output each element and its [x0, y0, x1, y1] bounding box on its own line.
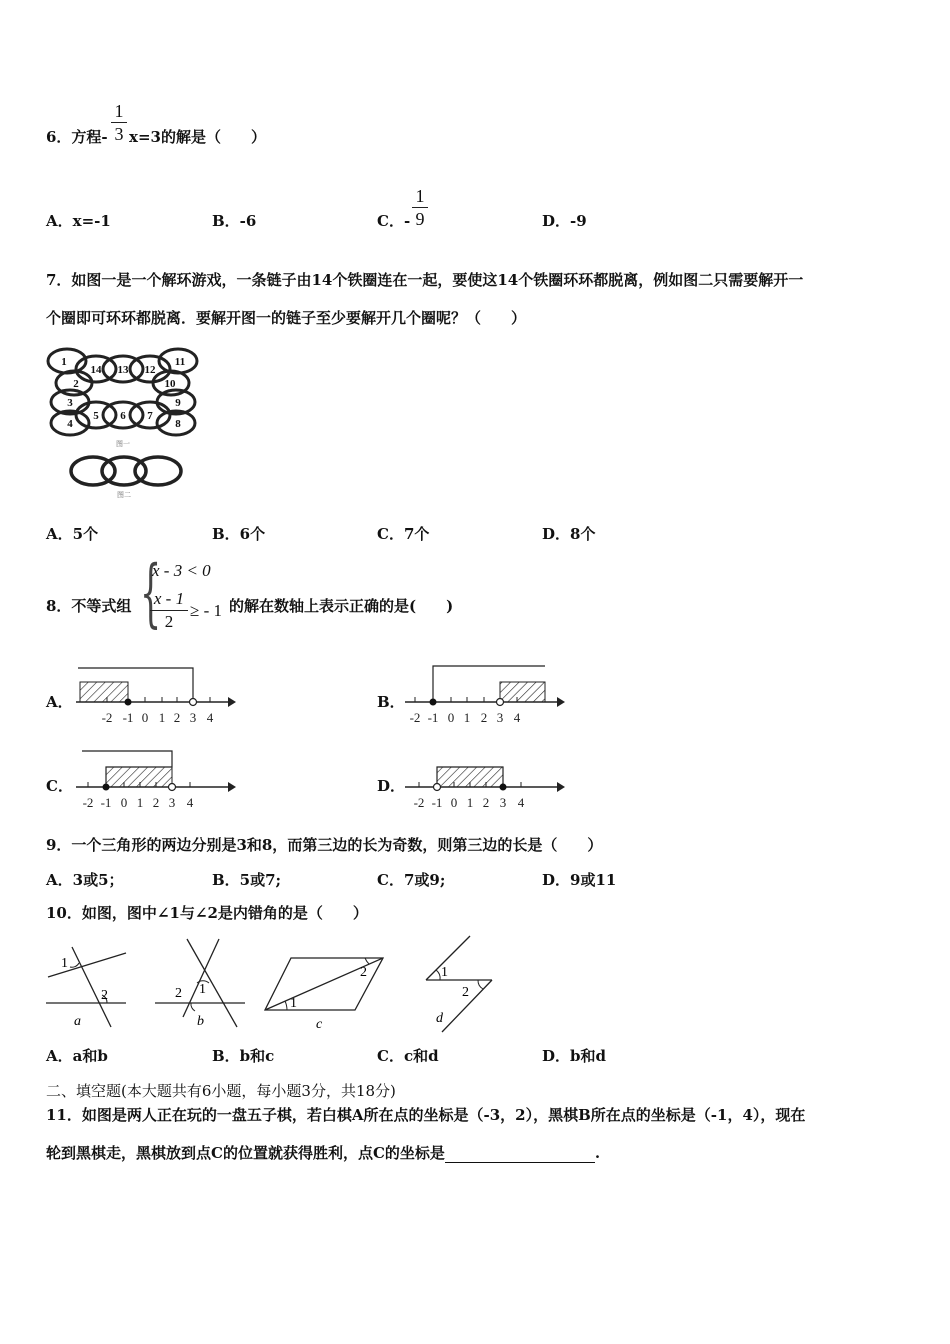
q8-numberline-a [76, 660, 236, 730]
q7-option-b[interactable]: B．6个 [212, 525, 266, 543]
q7-line1: 7．如图一是一个解环游戏，一条链子由14个铁圈连在一起，要使这14个铁圈环环都脱离，例如图二只需要解开一 [46, 271, 804, 289]
q8-numberline-c [76, 745, 236, 815]
ring-label: 11 [174, 356, 186, 368]
axis-tick-label: 1 [136, 795, 144, 810]
axis-tick-label: 2 [173, 710, 181, 725]
q6-option-c[interactable] [377, 211, 410, 231]
axis-tick-label: 1 [463, 710, 471, 725]
fig-label-a: a [74, 1014, 81, 1029]
axis-tick-label: 3 [168, 795, 176, 810]
angle-1-label: 1 [199, 982, 206, 997]
axis-tick-label: 1 [158, 710, 166, 725]
q7-option-c[interactable]: C．7个 [377, 525, 430, 543]
q10-option-c[interactable]: C．c和d [377, 1047, 439, 1065]
angle-1-label: 1 [441, 965, 448, 980]
axis-tick-label: 0 [450, 795, 458, 810]
axis-tick-label: -2 [101, 710, 113, 725]
angle-1-label: 1 [290, 996, 297, 1011]
axis-tick-label: 3 [496, 710, 504, 725]
ring-label: 5 [93, 410, 99, 422]
angle-2-label: 2 [101, 988, 108, 1003]
q9-stem: 9．一个三角形的两边分别是3和8，而第三边的长为奇数，则第三边的长是（ ） [46, 836, 603, 854]
q8-system-den: 2 [164, 612, 174, 631]
q9-option-d[interactable]: D．9或11 [542, 871, 617, 889]
ring-label: 6 [120, 410, 126, 422]
q8-option-c[interactable]: C． [46, 777, 73, 795]
fig1-label: 图一 [116, 440, 130, 448]
angle-2-label: 2 [462, 985, 469, 1000]
q8-numberline-b [405, 660, 565, 730]
axis-tick-label: 2 [152, 795, 160, 810]
q11-line2-text: 轮到黑棋走，黑棋放到点C的位置就获得胜利，点C的坐标是 [46, 1144, 445, 1162]
axis-tick-label: 4 [517, 795, 525, 810]
q6-fraction [111, 102, 127, 143]
q9-option-b[interactable]: B．5或7; [212, 871, 282, 889]
q9-option-c[interactable]: C．7或9; [377, 871, 446, 889]
fig-label-d: d [436, 1011, 443, 1026]
q10-option-a[interactable]: A．a和b [46, 1047, 108, 1065]
axis-tick-label: 4 [186, 795, 194, 810]
q8-system-rhs: ≥ - 1 [190, 601, 222, 620]
q8-option-b[interactable]: B． [377, 693, 405, 711]
q10-option-d[interactable]: D．b和d [542, 1047, 606, 1065]
q8-suffix: 的解在数轴上表示正确的是( ) [229, 597, 454, 615]
ring-label: 1 [61, 356, 67, 368]
angle-2-label: 2 [360, 965, 367, 980]
angle-2-label: 2 [175, 986, 182, 1001]
q10-figure-d [420, 932, 500, 1037]
q6-prefix: 6．方程- [46, 128, 108, 146]
ring-label: 9 [175, 397, 181, 409]
axis-tick-label: 4 [206, 710, 214, 725]
q6-option-c-fraction [412, 187, 428, 228]
q10-figure-b [155, 935, 250, 1030]
ring-label: 4 [67, 418, 73, 430]
axis-tick-label: 4 [513, 710, 521, 725]
ring-label: 7 [147, 410, 153, 422]
q7-chain-figure [46, 345, 216, 505]
q8-system-line1: x - 3 < 0 [152, 561, 211, 580]
q6-suffix: x=3的解是（ ） [129, 128, 266, 146]
q10-figure-c [263, 950, 388, 1035]
q8-system-num: x - 1 [153, 589, 185, 608]
axis-tick-label: 3 [189, 710, 197, 725]
fig-label-c: c [316, 1017, 323, 1032]
axis-tick-label: -1 [122, 710, 134, 725]
q8-numberline-d [405, 745, 565, 815]
ring-label: 3 [67, 397, 73, 409]
q11-line2 [46, 1143, 600, 1163]
q10-stem: 10．如图，图中∠1与∠2是内错角的是（ ） [46, 904, 368, 922]
axis-tick-label: 0 [141, 710, 149, 725]
axis-tick-label: 1 [466, 795, 474, 810]
angle-1-label: 1 [61, 956, 68, 971]
ring-label: 13 [117, 364, 129, 376]
ring-label: 10 [164, 378, 176, 390]
axis-tick-label: 0 [120, 795, 128, 810]
q6-option-d[interactable]: D．-9 [542, 212, 587, 230]
q10-option-b[interactable]: B．b和c [212, 1047, 275, 1065]
section-title: 二、填空题(本大题共有6小题，每小题3分，共18分) [46, 1082, 396, 1100]
q6-option-c-den: 9 [415, 209, 425, 229]
q9-option-a[interactable]: A．3或5； [46, 871, 124, 889]
q6-option-b[interactable]: B．-6 [212, 212, 257, 230]
q6-frac-num: 1 [114, 101, 124, 121]
q7-line2: 个圈即可环环都脱离．要解开图一的链子至少要解开几个圈呢？（ ） [46, 309, 527, 327]
q10-figure-a [46, 945, 136, 1035]
q6-frac-den: 3 [114, 124, 124, 144]
q8-prefix: 8．不等式组 [46, 597, 132, 615]
q8-option-a[interactable]: A． [46, 693, 73, 711]
axis-tick-label: -1 [100, 795, 112, 810]
q11-answer-blank[interactable] [445, 1148, 595, 1163]
axis-tick-label: -2 [82, 795, 94, 810]
q8-option-d[interactable]: D． [377, 777, 406, 795]
axis-tick-label: 2 [480, 710, 488, 725]
q11-end: . [594, 1144, 601, 1162]
q6-stem [46, 127, 108, 147]
axis-tick-label: 3 [499, 795, 507, 810]
ring-label: 8 [175, 418, 181, 430]
fig-label-b: b [197, 1014, 204, 1029]
ring-label: 2 [73, 378, 79, 390]
q8-system-fraction [150, 590, 188, 631]
fig2-label: 图二 [117, 491, 131, 499]
q8-system-brace: { [140, 550, 162, 636]
q6-option-a[interactable]: A．x=-1 [46, 212, 111, 230]
axis-tick-label: -1 [431, 795, 443, 810]
ring-label: 14 [90, 364, 102, 376]
q6-option-c-num: 1 [415, 186, 425, 206]
q7-option-d[interactable]: D．8个 [542, 525, 596, 543]
axis-tick-label: -2 [413, 795, 425, 810]
ring-label: 12 [144, 364, 156, 376]
axis-tick-label: -1 [427, 710, 439, 725]
q7-option-a[interactable]: A．5个 [46, 525, 99, 543]
axis-tick-label: 2 [482, 795, 490, 810]
q11-line1: 11．如图是两人正在玩的一盘五子棋，若白棋A所在点的坐标是（-3，2），黑棋B所在点的坐标是（-1，4），现在 [46, 1106, 806, 1124]
q6-option-c-prefix: C．- [377, 212, 411, 230]
axis-tick-label: -2 [409, 710, 421, 725]
axis-tick-label: 0 [447, 710, 455, 725]
